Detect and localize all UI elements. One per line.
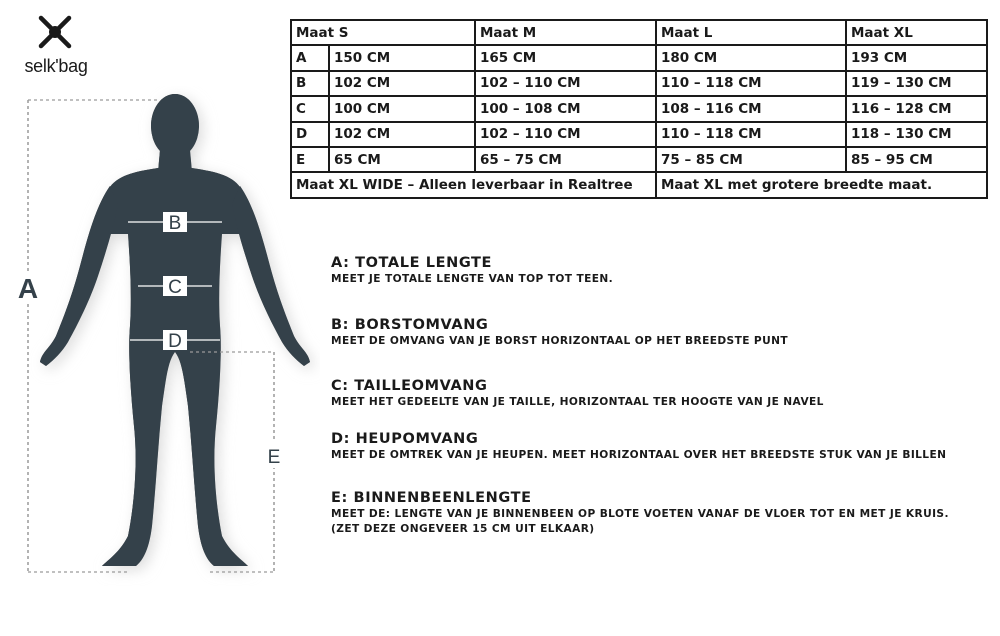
selkbag-logo-icon [8, 8, 108, 58]
cell-m: 65 – 75 CM [475, 147, 656, 172]
table-row [291, 96, 987, 121]
label-c: C [168, 277, 182, 298]
definition-text: MEET DE: LENGTE VAN JE BINNENBEEN OP BLOTE VOETEN VANAF DE VLOER TOT EN MET JE KRUIS. [331, 508, 949, 520]
cell-xl: 85 – 95 CM [846, 147, 987, 172]
size-table [290, 19, 988, 199]
label-e: E [267, 447, 281, 468]
row-key: A [291, 45, 329, 70]
cell-xl: 193 CM [846, 45, 987, 70]
cell-l: 108 – 116 CM [656, 96, 846, 121]
header-maat-m: Maat M [475, 20, 656, 45]
body-figure [0, 86, 320, 586]
definition-b [331, 316, 991, 349]
cell-s: 100 CM [329, 96, 475, 121]
logo-text: selk'bag [24, 56, 88, 76]
table-row [291, 147, 987, 172]
definition-d [331, 430, 991, 463]
body-silhouette-icon [0, 86, 320, 586]
definition-text: MEET JE TOTALE LENGTE VAN TOP TOT TEEN. [331, 273, 614, 285]
footer-xl-wide-note: Maat XL WIDE – Alleen leverbaar in Realtree [291, 172, 656, 197]
selkbag-logo [8, 8, 108, 78]
cell-xl: 119 – 130 CM [846, 71, 987, 96]
definition-e [331, 489, 991, 537]
row-key: E [291, 147, 329, 172]
row-key: C [291, 96, 329, 121]
definition-c [331, 377, 991, 410]
header-maat-xl: Maat XL [846, 20, 987, 45]
definition-title: B: BORSTOMVANG [331, 317, 489, 333]
table-row [291, 122, 987, 147]
cell-xl: 118 – 130 CM [846, 122, 987, 147]
label-d: D [168, 331, 182, 352]
cell-s: 102 CM [329, 122, 475, 147]
definition-text: (ZET DEZE ONGEVEER 15 CM UIT ELKAAR) [331, 523, 595, 535]
cell-s: 102 CM [329, 71, 475, 96]
cell-l: 110 – 118 CM [656, 71, 846, 96]
table-footer-row [291, 172, 987, 197]
cell-m: 102 – 110 CM [475, 71, 656, 96]
table-row [291, 45, 987, 70]
definition-title: E: BINNENBEENLENGTE [331, 490, 532, 506]
table-row [291, 71, 987, 96]
label-a: A [17, 273, 39, 304]
definition-text: MEET HET GEDEELTE VAN JE TAILLE, HORIZONTAAL TER HOOGTE VAN JE NAVEL [331, 396, 824, 408]
cell-l: 180 CM [656, 45, 846, 70]
label-b: B [168, 213, 182, 234]
cell-xl: 116 – 128 CM [846, 96, 987, 121]
definition-text: MEET DE OMVANG VAN JE BORST HORIZONTAAL OP HET BREEDSTE PUNT [331, 335, 788, 347]
cell-s: 150 CM [329, 45, 475, 70]
row-key: B [291, 71, 329, 96]
definition-title: A: TOTALE LENGTE [331, 255, 493, 271]
row-key: D [291, 122, 329, 147]
header-maat-s: Maat S [291, 20, 475, 45]
definition-text: MEET DE OMTREK VAN JE HEUPEN. MEET HORIZONTAAL OVER HET BREEDSTE STUK VAN JE BILLEN [331, 449, 947, 461]
header-maat-l: Maat L [656, 20, 846, 45]
cell-m: 102 – 110 CM [475, 122, 656, 147]
footer-xl-width-note: Maat XL met grotere breedte maat. [656, 172, 987, 197]
cell-m: 100 – 108 CM [475, 96, 656, 121]
table-header-row [291, 20, 987, 45]
cell-m: 165 CM [475, 45, 656, 70]
definition-a [331, 254, 991, 287]
cell-l: 110 – 118 CM [656, 122, 846, 147]
definition-title: C: TAILLEOMVANG [331, 378, 488, 394]
definition-title: D: HEUPOMVANG [331, 431, 479, 447]
cell-s: 65 CM [329, 147, 475, 172]
cell-l: 75 – 85 CM [656, 147, 846, 172]
